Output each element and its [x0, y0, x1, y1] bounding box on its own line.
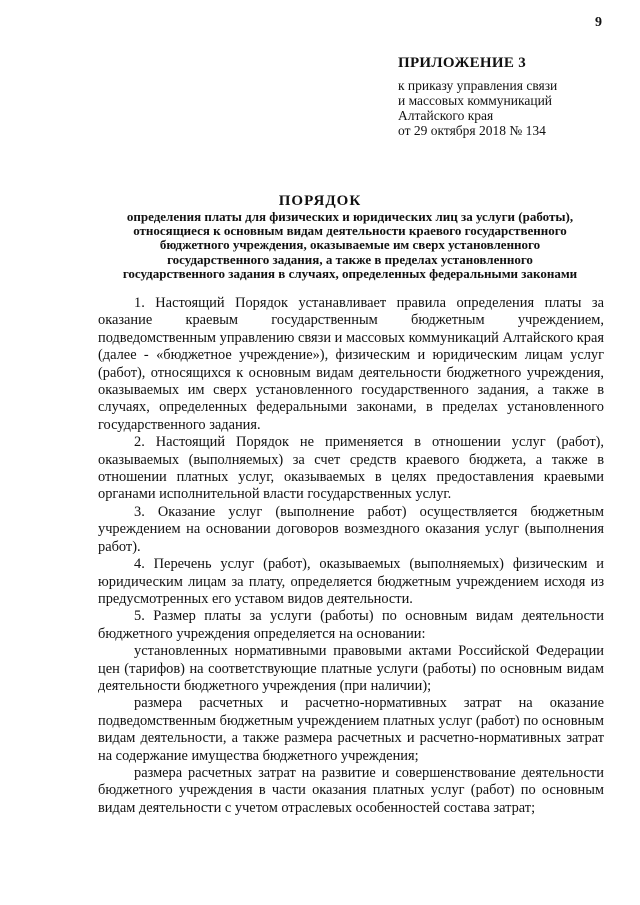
appendix-line: Алтайского края	[398, 108, 494, 123]
subtitle-line: определения платы для физических и юридических лиц за услуги (работы),	[126, 209, 574, 224]
paragraph-3: 3. Оказание услуг (выполнение работ) осуществляется бюджетным учреждением на основании договоров возмездного оказания услуг (выполнения работ).	[98, 503, 604, 555]
paragraph-5-item-1: установленных нормативными правовыми актами Российской Федерации цен (тарифов) на соответствующие платные услуги (работы) по основным видам деятельности бюджетного учреждения (при наличии);	[98, 643, 604, 694]
document-body	[98, 295, 604, 817]
paragraph-5: 5. Размер платы за услуги (работы) по основным видам деятельности бюджетного учреждения определяется на основании:	[98, 608, 604, 642]
document-subtitle	[80, 210, 620, 281]
appendix-line: от 29 октября 2018 № 134	[398, 123, 546, 138]
subtitle-line: государственного задания, а также в пределах установленного	[167, 251, 533, 267]
appendix-title: ПРИЛОЖЕНИЕ 3	[398, 55, 526, 71]
page-number: 9	[595, 15, 602, 30]
subtitle-line: бюджетного учреждения, оказываемые им сверх установленного	[159, 237, 541, 253]
paragraph-1: 1. Настоящий Порядок устанавливает правила определения платы за оказание краевым государственным бюджетным учреждением, подведомственным управлению связи и массовых коммуникаций Алтайского края (далее - «бюджетное учреждение»), физическим и юридическим лицам услуг (работ), относящихся к основным видам деятельности бюджетного учреждения, оказываемых им сверх установленного государственного задания, а также в случаях, определенных федеральными законами, в пределах установленного государственного задания.	[98, 295, 604, 433]
subtitle-line: относящиеся к основным видам деятельности краевого государственного	[133, 223, 567, 239]
subtitle-line: государственного задания в случаях, определенных федеральными законами	[122, 265, 578, 281]
paragraph-4: 4. Перечень услуг (работ), оказываемых (выполняемых) физическим и юридическим лицам за плату, определяется бюджетным учреждением исходя из предусмотренных его уставом видов деятельности.	[98, 556, 604, 607]
paragraph-2: 2. Настоящий Порядок не применяется в отношении услуг (работ), оказываемых (выполняемых) за счет средств краевого бюджета, а также в отношении платных услуг, оказываемых в целях предоставления краевыми органами исполнительной власти государственных услуг.	[98, 434, 604, 503]
appendix-line: и массовых коммуникаций	[398, 93, 553, 108]
paragraph-5-item-2: размера расчетных и расчетно-нормативных затрат на оказание подведомственным бюджетным учреждением платных услуг (работ) по основным видам деятельности, а также размера расчетных и расчетно-нормативных затрат на содержание имущества бюджетного учреждения;	[98, 695, 604, 764]
appendix-header	[398, 55, 628, 138]
appendix-line: к приказу управления связи	[398, 78, 558, 93]
document-title: ПОРЯДОК	[278, 193, 362, 209]
paragraph-5-item-3: размера расчетных затрат на развитие и совершенствование деятельности бюджетного учреждения в части оказания платных услуг (работ) по основным видам деятельности с учетом отраслевых особенностей состава затрат;	[98, 764, 604, 816]
